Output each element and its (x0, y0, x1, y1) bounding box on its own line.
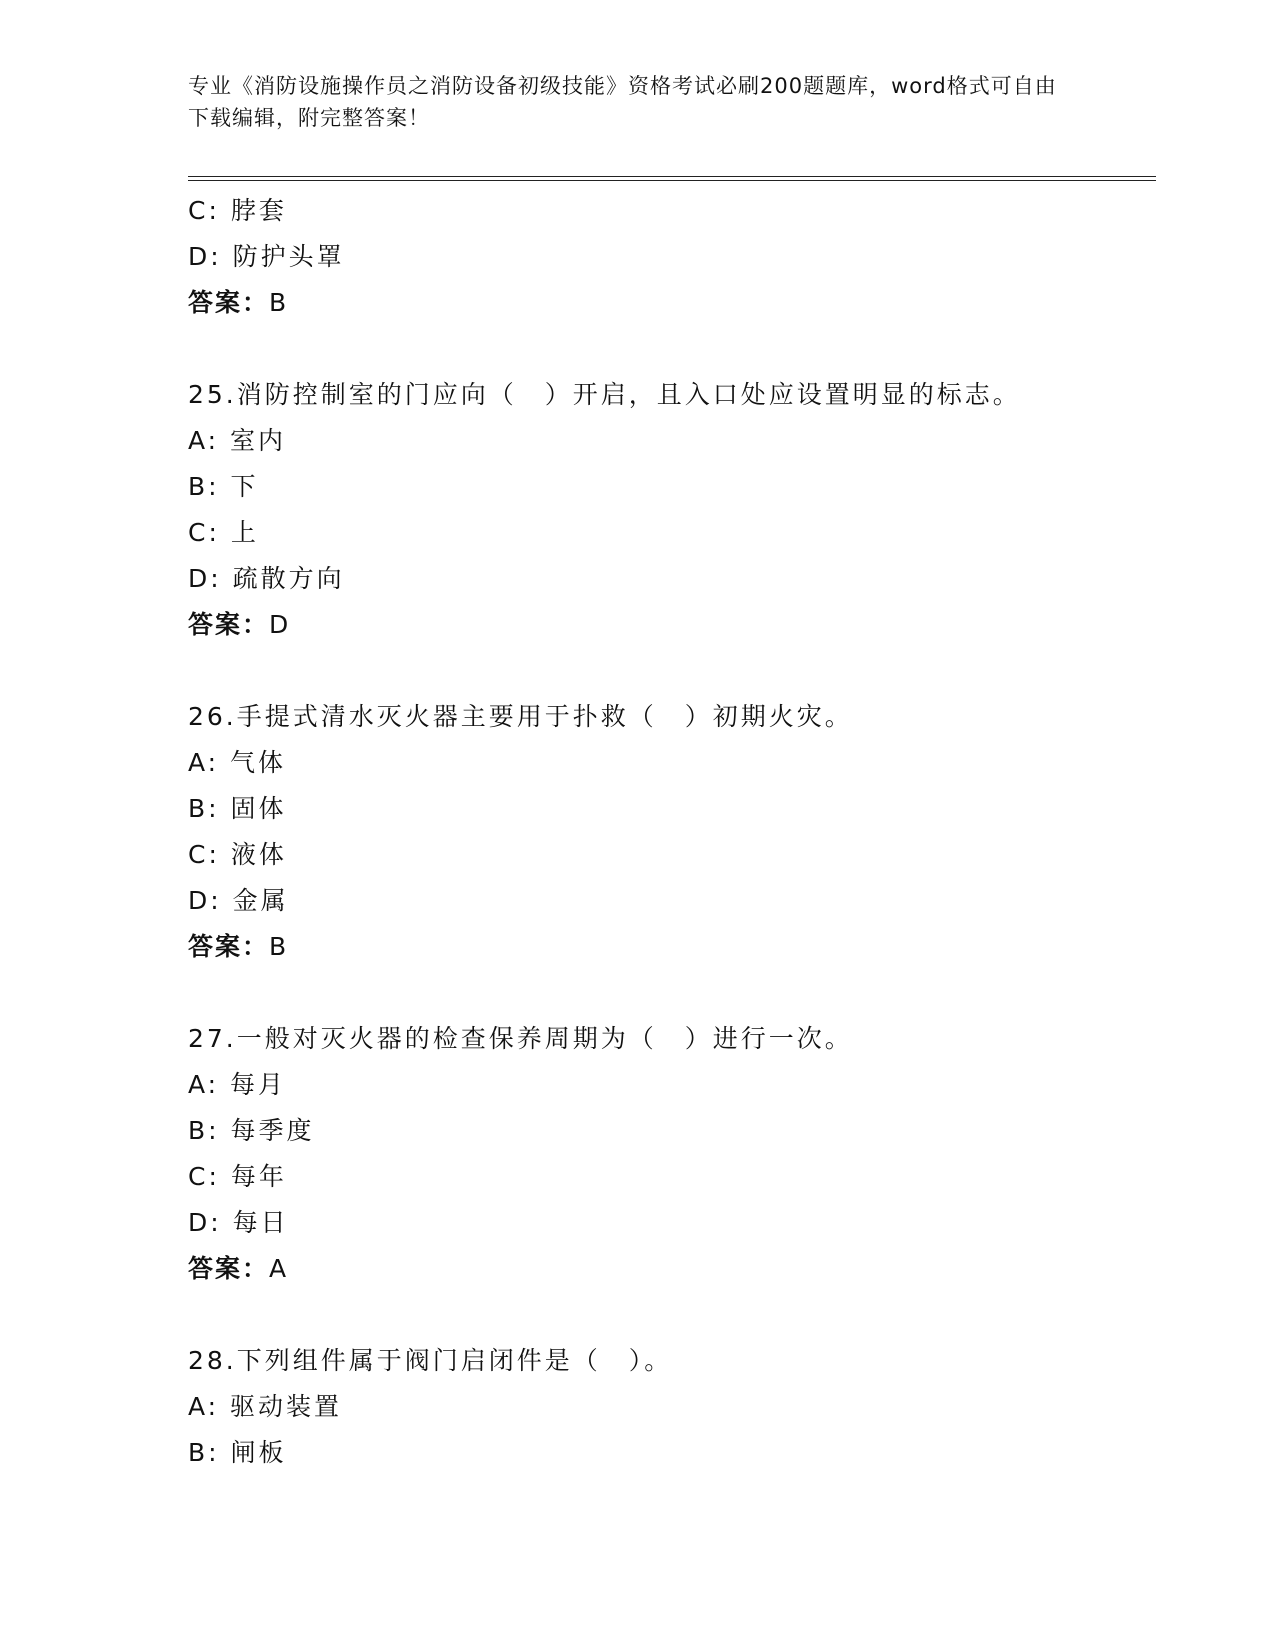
answer-value: D (269, 610, 291, 639)
option-item: A: 驱动装置 (188, 1392, 343, 1421)
answer-value: B (269, 932, 289, 961)
answer-line (188, 924, 1156, 970)
block-spacer (188, 648, 1156, 694)
question-block (188, 1338, 1156, 1476)
answer-label: 答案： (188, 610, 270, 639)
answer-line (188, 1246, 1156, 1292)
option-item: D: 疏散方向 (188, 564, 345, 593)
answer-line (188, 280, 1156, 326)
option-item: A: 每月 (188, 1070, 287, 1099)
option-item: B: 下 (188, 472, 259, 501)
option-item: B: 每季度 (188, 1116, 315, 1145)
option-item: D: 防护头罩 (188, 242, 345, 271)
question-block (188, 372, 1156, 694)
answer-label: 答案： (188, 1254, 270, 1283)
question-block (188, 694, 1156, 1016)
option-item: C: 液体 (188, 840, 287, 869)
block-spacer (188, 326, 1156, 372)
question-text: 26.手提式清水灭火器主要用于扑救（ ）初期火灾。 (188, 702, 853, 731)
answer-label: 答案： (188, 932, 270, 961)
option-item: C: 每年 (188, 1162, 287, 1191)
question-list (188, 188, 1156, 1476)
answer-value: A (269, 1254, 289, 1283)
option-item: B: 固体 (188, 794, 287, 823)
option-item: B: 闸板 (188, 1438, 287, 1467)
option-item: C: 上 (188, 518, 259, 547)
header-rule-top (188, 176, 1156, 177)
option-item: C: 脖套 (188, 196, 287, 225)
question-block (188, 188, 1156, 372)
option-item: A: 室内 (188, 426, 287, 455)
question-block (188, 1016, 1156, 1338)
question-text: 27.一般对灭火器的检查保养周期为（ ）进行一次。 (188, 1024, 853, 1053)
question-text: 25.消防控制室的门应向（ ）开启，且入口处应设置明显的标志。 (188, 380, 1021, 409)
header-rule-bottom (188, 180, 1156, 181)
answer-label: 答案： (188, 288, 270, 317)
answer-line (188, 602, 1156, 648)
answer-value: B (269, 288, 289, 317)
block-spacer (188, 970, 1156, 1016)
block-spacer (188, 1292, 1156, 1338)
option-item: A: 气体 (188, 748, 287, 777)
option-item: D: 金属 (188, 886, 289, 915)
document-header: 专业《消防设施操作员之消防设备初级技能》资格考试必刷200题题库，word格式可自由下载编辑，附完整答案！ (188, 74, 1057, 130)
question-text: 28.下列组件属于阀门启闭件是（ ）。 (188, 1346, 673, 1375)
option-item: D: 每日 (188, 1208, 289, 1237)
